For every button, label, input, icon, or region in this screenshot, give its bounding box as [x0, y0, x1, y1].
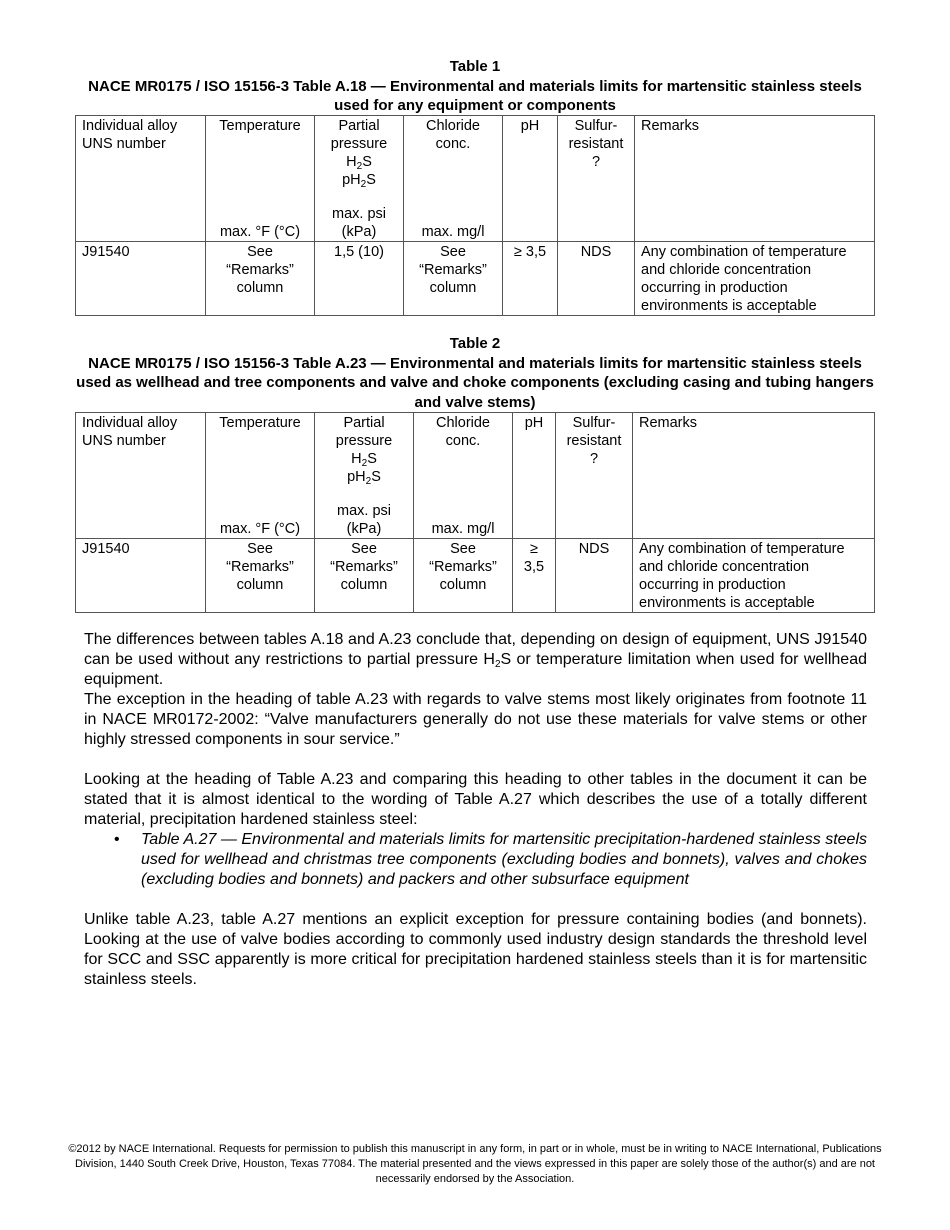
table-row [76, 242, 875, 316]
table1-header-temperature: Temperature max. °F (°C) [206, 116, 315, 242]
table1-header-chloride: Chloride conc. max. mg/l [404, 116, 503, 242]
bullet-text: Table A.27 — Environmental and materials limits for martensitic precipitation-hardened stainless steels used for wellhead and christmas tree components (excluding bodies and bonnets), valves and chokes (excluding bodies and bonnets) and packers and other subsurface equipment [141, 831, 867, 888]
paragraph-2: The exception in the heading of table A.23 with regards to valve stems most likely originates from footnote 11 in NACE MR0172-2002: “Valve manufacturers generally do not use these materials for valve stems or other highly stressed components in sour service.” [84, 691, 867, 748]
table2-title: NACE MR0175 / ISO 15156-3 Table A.23 — Environmental and materials limits for martensitic stainless steels used as wellhead and tree components and valve and choke components (excluding casing and tubing hangers and valve stems) [76, 354, 874, 411]
copyright-footer: ©2012 by NACE International. Requests for permission to publish this manuscript in any form, in part or in whole, must be in writing to NACE International, Publications Division, 1440 South Creek Drive, Houston, Texas 77084. The material presented and the views expressed in this paper are solely those of the author(s) and are not necessarily endorsed by the Association. [68, 1143, 882, 1185]
table2-header-row [76, 413, 875, 539]
table2 [75, 412, 875, 613]
table1-header-alloy: Individual alloy UNS number [76, 116, 206, 242]
table1-title: NACE MR0175 / ISO 15156-3 Table A.18 — Environmental and materials limits for martensitic stainless steels used for any equipment or components [88, 77, 862, 114]
body-text [84, 630, 867, 990]
bullet-mark: • [114, 831, 120, 848]
table2-cell-chloride: See “Remarks” column [414, 539, 513, 613]
table2-cell-ph: ≥ 3,5 [513, 539, 556, 613]
table1-cell-ph: ≥ 3,5 [503, 242, 558, 316]
table2-cell-remarks: Any combination of temperature and chloride concentration occurring in production environments is acceptable [633, 539, 875, 613]
table2-label: Table 2 [449, 335, 501, 352]
table2-caption [75, 334, 875, 412]
table2-cell-alloy: J91540 [76, 539, 206, 613]
table1-header-sulfur: Sulfur-resistant ? [558, 116, 635, 242]
table1-caption [75, 57, 875, 116]
table2-header-alloy: Individual alloy UNS number [76, 413, 206, 539]
table2-cell-temperature: See “Remarks” column [206, 539, 315, 613]
table2-header-chloride: Chloride conc. max. mg/l [414, 413, 513, 539]
table1-header-remarks: Remarks [635, 116, 875, 242]
table1-cell-sulfur: NDS [558, 242, 635, 316]
table2-header-remarks: Remarks [633, 413, 875, 539]
table1-header-ph: pH [503, 116, 558, 242]
paragraph-3: Looking at the heading of Table A.23 and comparing this heading to other tables in the document it can be stated that it is almost identical to the wording of Table A.27 which describes the use of a totally different material, precipitation hardened stainless steel: [84, 771, 867, 828]
table1-label: Table 1 [449, 58, 501, 75]
table1-cell-alloy: J91540 [76, 242, 206, 316]
table1-header-pressure: Partial pressure $H_2S$ $pH_2S$ max. psi (kPa) [315, 116, 404, 242]
table2-header-pressure: Partial pressure $H_2S$ $pH_2S$ max. psi (kPa) [315, 413, 414, 539]
table-row [76, 539, 875, 613]
bullet-item [114, 830, 867, 890]
table2-cell-sulfur: NDS [556, 539, 633, 613]
table2-header-temperature: Temperature max. °F (°C) [206, 413, 315, 539]
table2-cell-pressure: See “Remarks” column [315, 539, 414, 613]
table1 [75, 115, 875, 316]
paragraph-4: Unlike table A.23, table A.27 mentions an explicit exception for pressure containing bodies (and bonnets). Looking at the use of valve bodies according to commonly used industry design standards the threshold level for SCC and SSC apparently is more critical for precipitation hardened stainless steels than it is for martensitic stainless steels. [84, 911, 867, 988]
table1-cell-temperature: See “Remarks” column [206, 242, 315, 316]
paragraph-1: The differences between tables A.18 and A.23 conclude that, depending on design of equipment, UNS J91540 can be used without any restrictions to partial pressure $H_2S$ or temperature limitation when used for wellhead equipment. [84, 631, 867, 688]
table1-cell-remarks: Any combination of temperature and chloride concentration occurring in production environments is acceptable [635, 242, 875, 316]
table2-header-ph: pH [513, 413, 556, 539]
table2-header-sulfur: Sulfur-resistant ? [556, 413, 633, 539]
table1-cell-pressure: 1,5 (10) [315, 242, 404, 316]
table1-cell-chloride: See “Remarks” column [404, 242, 503, 316]
table1-header-row [76, 116, 875, 242]
